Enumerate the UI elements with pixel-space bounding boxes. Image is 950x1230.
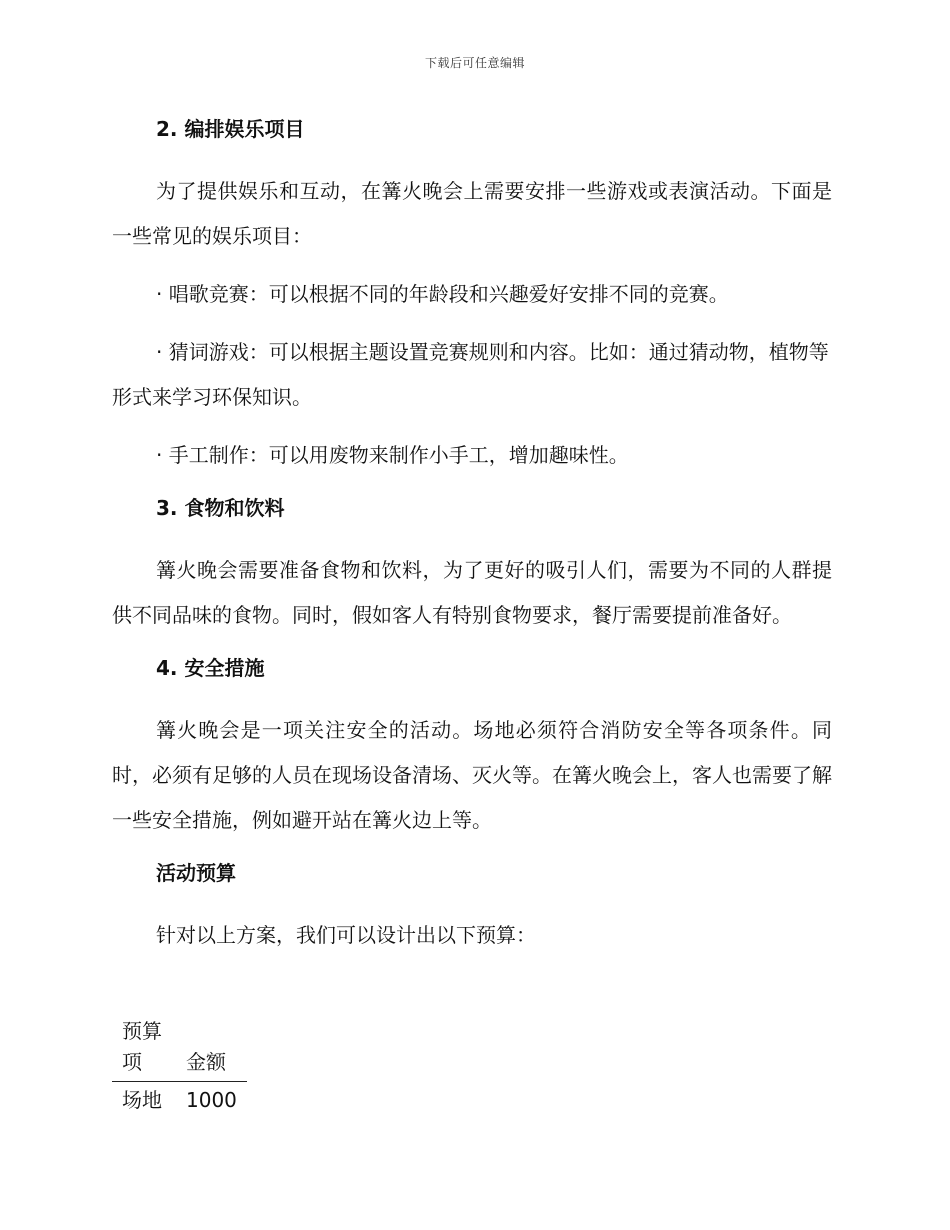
entertainment-item-word-game: · 猜词游戏：可以根据主题设置竞赛规则和内容。比如：通过猜动物，植物等形式来学习环保知识。 [112, 340, 829, 409]
budget-cell-amount: 1000 [186, 1088, 237, 1112]
budget-table [112, 1012, 247, 1118]
table-row [112, 1082, 247, 1119]
section-heading-safety: 4. 安全措施 [156, 656, 265, 680]
entertainment-intro: 为了提供娱乐和互动，在篝火晚会上需要安排一些游戏或表演活动。下面是一些常见的娱乐项目： [112, 179, 832, 248]
budget-cell-item: 场地 [122, 1088, 162, 1112]
budget-col-amount-header: 金额 [176, 1012, 247, 1082]
budget-intro: 针对以上方案，我们可以设计出以下预算： [156, 923, 536, 947]
page-header-note: 下载后可任意编辑 [424, 56, 525, 70]
section-heading-budget: 活动预算 [156, 861, 236, 885]
entertainment-item-singing: · 唱歌竞赛：可以根据不同的年龄段和兴趣爱好安排不同的竞赛。 [156, 282, 729, 306]
budget-col-item-header: 预算项 [112, 1012, 176, 1082]
entertainment-item-handcraft: · 手工制作：可以用废物来制作小手工，增加趣味性。 [156, 443, 629, 467]
food-body: 篝火晚会需要准备食物和饮料，为了更好的吸引人们，需要为不同的人群提供不同品味的食物。同时，假如客人有特别食物要求，餐厅需要提前准备好。 [112, 558, 832, 627]
budget-table-header-row [112, 1012, 247, 1082]
section-heading-food: 3. 食物和饮料 [156, 496, 285, 520]
document-body [112, 112, 832, 971]
safety-body: 篝火晚会是一项关注安全的活动。场地必须符合消防安全等各项条件。同时，必须有足够的人员在现场设备清场、灭火等。在篝火晚会上，客人也需要了解一些安全措施，例如避开站在篝火边上等。 [112, 718, 832, 832]
section-heading-entertainment: 2. 编排娱乐项目 [156, 117, 305, 141]
